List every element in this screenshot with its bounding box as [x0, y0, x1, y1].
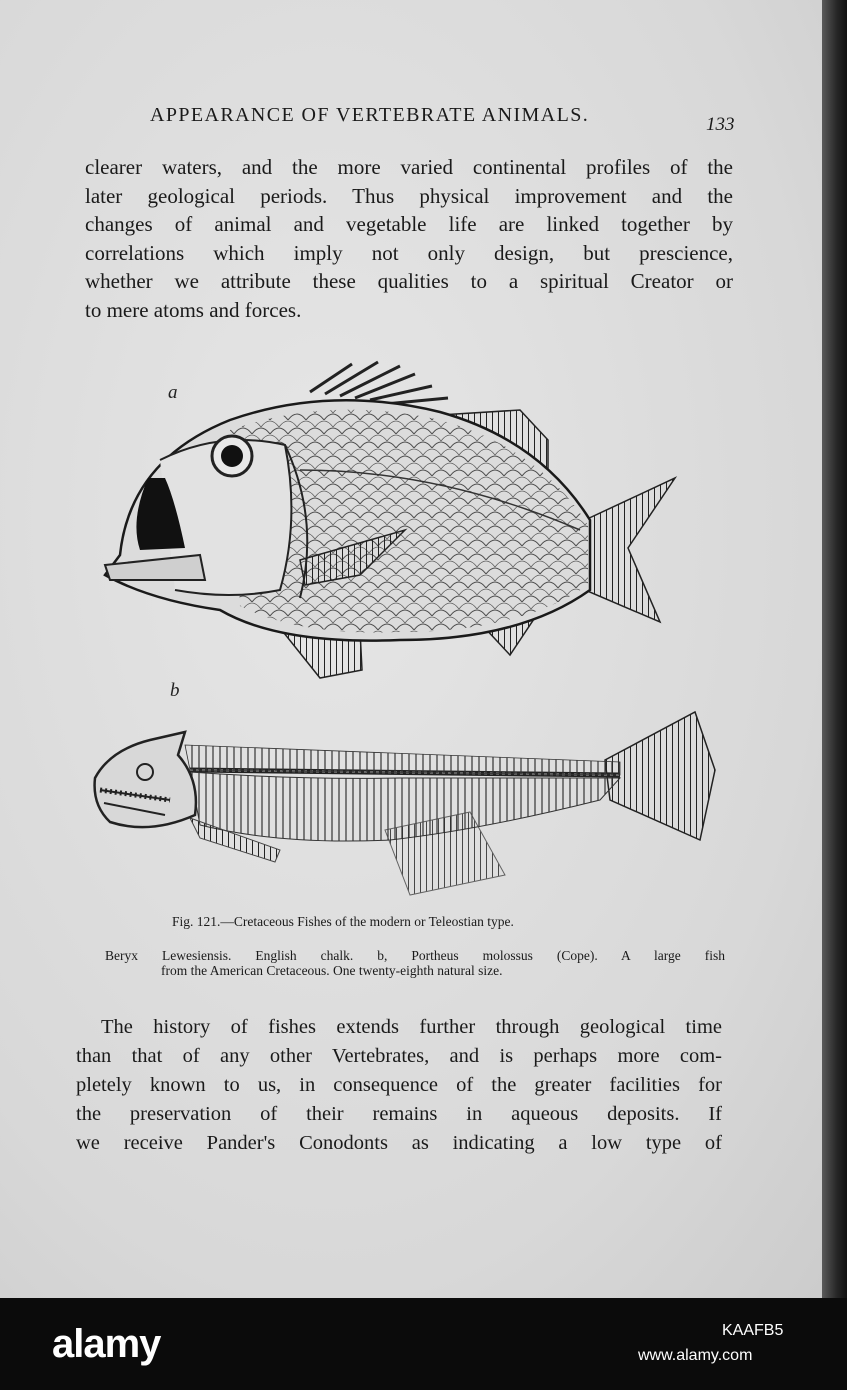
text-line: whether we attribute these qualities to a spiritual Creator or: [85, 269, 733, 293]
text-line: than that of any other Vertebrates, and is perhaps more com-: [76, 1045, 722, 1067]
caption-line: from the American Cretaceous. One twenty-eighth natural size.: [161, 963, 503, 978]
figure-label-a: a: [168, 382, 178, 403]
figure-label-b: b: [170, 680, 180, 701]
figure-caption-title: Fig. 121.—Cretaceous Fishes of the modern or Teleostian type.: [172, 914, 514, 929]
text-line: changes of animal and vegetable life are linked together by: [85, 212, 733, 236]
text-line: the preservation of their remains in aqueous deposits. If: [76, 1103, 722, 1125]
fish-b-drawing: [95, 712, 715, 895]
site-url[interactable]: www.alamy.com: [638, 1347, 753, 1364]
caption-line: Beryx Lewesiensis. English chalk. b, Portheus molossus (Cope). A large fish: [105, 948, 725, 963]
fish-a-drawing: [105, 362, 675, 678]
text-line: clearer waters, and the more varied continental profiles of the: [85, 155, 733, 179]
text-line: pletely known to us, in consequence of the greater facilities for: [76, 1074, 722, 1096]
figure-caption: [105, 948, 725, 978]
text-line: we receive Pander's Conodonts as indicating a low type of: [76, 1132, 722, 1154]
paragraph-bottom: [76, 1013, 722, 1158]
image-id: KAAFB5: [722, 1322, 784, 1339]
text-line: The history of fishes extends further through geological time: [101, 1016, 722, 1038]
text-line: later geological periods. Thus physical improvement and the: [85, 183, 733, 208]
brand-logo: alamy: [52, 1322, 161, 1366]
page-number: 133: [706, 114, 735, 135]
book-spine-shadow: [822, 0, 847, 1298]
text-line: correlations which imply not only design, but prescience,: [85, 240, 733, 265]
running-head: APPEARANCE OF VERTEBRATE ANIMALS.: [150, 104, 590, 126]
text-line: to mere atoms and forces.: [85, 297, 302, 322]
